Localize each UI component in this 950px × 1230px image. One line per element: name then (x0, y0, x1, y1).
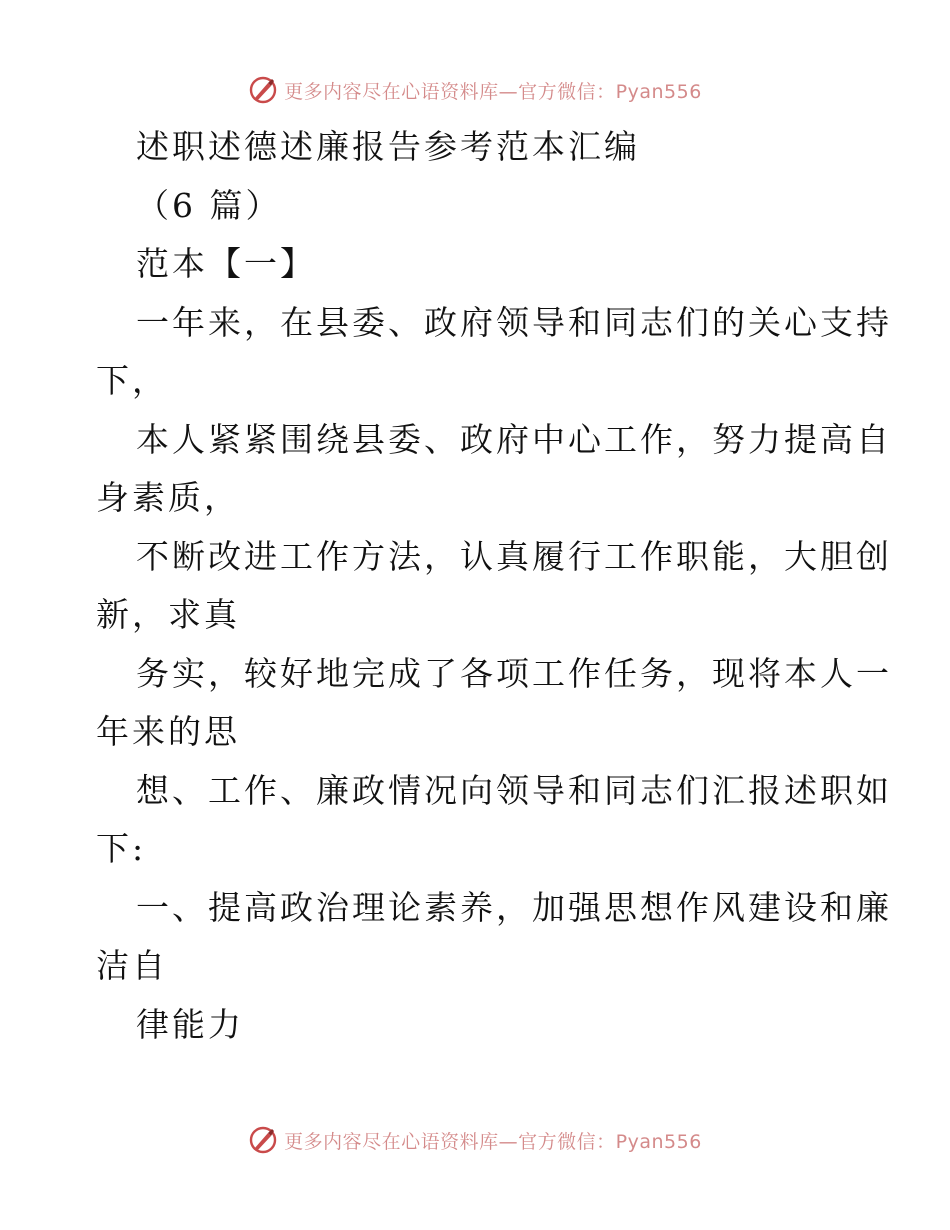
paragraph-line: 不断改进工作方法，认真履行工作职能，大胆创 (136, 536, 892, 576)
section-heading-line: 洁自 (96, 946, 168, 985)
paragraph-line: 身素质， (96, 478, 240, 517)
header-watermark (0, 72, 950, 108)
document-body (96, 118, 892, 1054)
paragraph-line: 新，求真 (96, 595, 240, 634)
paragraph-line: 务实，较好地完成了各项工作任务，现将本人一 (136, 653, 892, 693)
section-heading-line: 一、提高政治理论素养，加强思想作风建设和廉 (136, 887, 892, 927)
document-title: 述职述德述廉报告参考范本汇编 (136, 127, 640, 166)
paragraph-line: 本人紧紧围绕县委、政府中心工作，努力提高自 (136, 419, 892, 459)
pen-circle-icon (248, 1125, 278, 1155)
section-heading: 范本【一】 (136, 244, 316, 283)
pen-circle-icon (248, 75, 278, 105)
paragraph-line: 一年来，在县委、政府领导和同志们的关心支持 (136, 302, 892, 342)
footer-watermark (0, 1122, 950, 1158)
document-subtitle: （6 篇） (136, 185, 282, 225)
paragraph-line: 下: (96, 829, 147, 868)
paragraph-line: 年来的思 (96, 712, 240, 751)
paragraph-line: 下， (96, 361, 168, 400)
paragraph-line: 想、工作、廉政情况向领导和同志们汇报述职如 (136, 770, 892, 810)
section-heading-line: 律能力 (136, 1004, 244, 1044)
watermark-text: 更多内容尽在心语资料库—官方微信：Pyan556 (284, 1130, 702, 1153)
watermark-text: 更多内容尽在心语资料库—官方微信：Pyan556 (284, 80, 702, 103)
